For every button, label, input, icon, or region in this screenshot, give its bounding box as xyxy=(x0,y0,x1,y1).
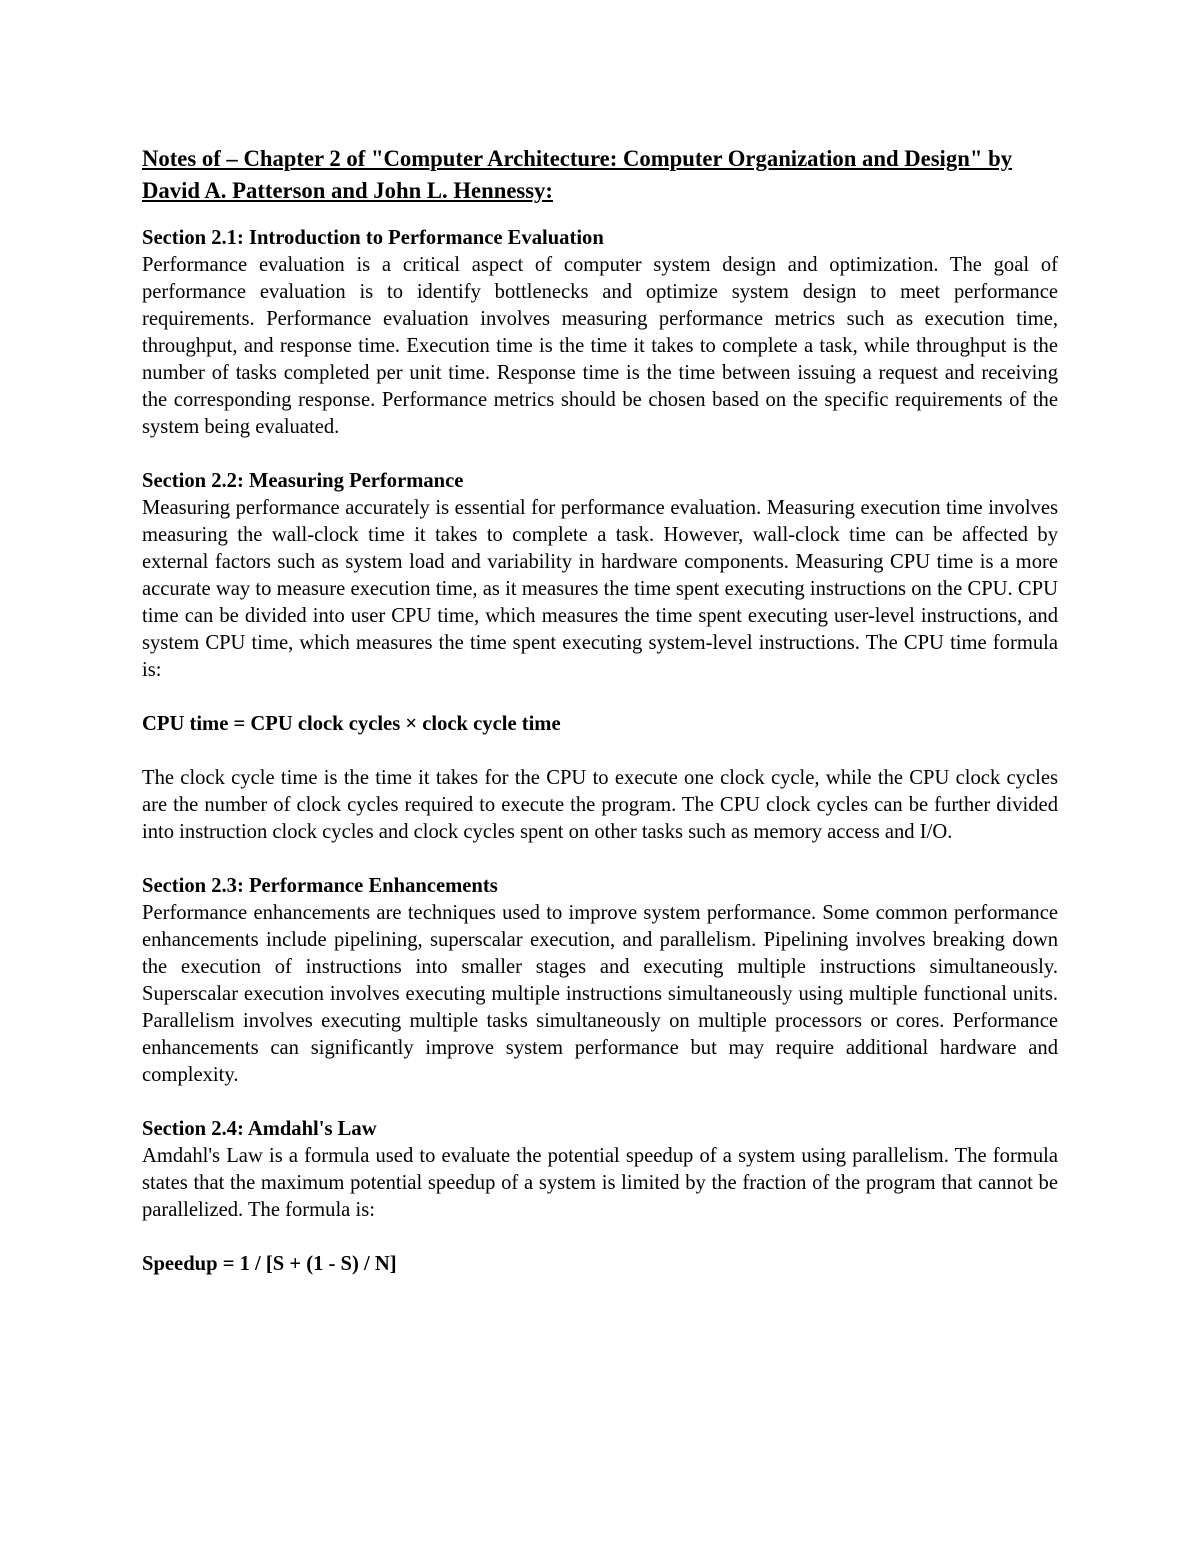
section-heading: Section 2.4: Amdahl's Law xyxy=(142,1118,377,1140)
section-2-3 xyxy=(142,873,1058,1089)
section-2-1 xyxy=(142,225,1058,441)
document-page xyxy=(142,143,1058,1305)
section-paragraph: Performance enhancements are techniques used to improve system performance. Some common performance enhancements include pipelining, superscalar execution, and parallelism. Pipelining involves breaking down the execution of instructions into smaller stages and executing multiple instructions simultaneously. Superscalar execution involves executing multiple instructions simultaneously using multiple functional units. Parallelism involves executing multiple tasks simultaneously on multiple processors or cores. Performance enhancements can significantly improve system performance but may require additional hardware and complexity. xyxy=(142,902,1058,1086)
section-paragraph: Amdahl's Law is a formula used to evaluate the potential speedup of a system using parallelism. The formula states that the maximum potential speedup of a system is limited by the fraction of the program that cannot be parallelized. The formula is: xyxy=(142,1145,1058,1221)
section-paragraph: Measuring performance accurately is essential for performance evaluation. Measuring execution time involves measuring the wall-clock time it takes to complete a task. However, wall-clock time can be affected by external factors such as system load and variability in hardware components. Measuring CPU time is a more accurate way to measure execution time, as it measures the time spent executing instructions on the CPU. CPU time can be divided into user CPU time, which measures the time spent executing user-level instructions, and system CPU time, which measures the time spent executing system-level instructions. The CPU time formula is: xyxy=(142,497,1058,681)
section-heading: Section 2.1: Introduction to Performance Evaluation xyxy=(142,227,604,249)
speedup-formula: Speedup = 1 / [S + (1 - S) / N] xyxy=(142,1253,397,1275)
cpu-time-formula: CPU time = CPU clock cycles × clock cycle time xyxy=(142,713,561,735)
section-heading: Section 2.3: Performance Enhancements xyxy=(142,875,498,897)
section-paragraph-continued: The clock cycle time is the time it takes for the CPU to execute one clock cycle, while the CPU clock cycles are the number of clock cycles required to execute the program. The CPU clock cycles can be further divided into instruction clock cycles and clock cycles spent on other tasks such as memory access and I/O. xyxy=(142,767,1058,843)
section-2-2 xyxy=(142,468,1058,846)
document-title: Notes of – Chapter 2 of "Computer Architecture: Computer Organization and Design" by David A. Patterson and John L. Hennessy: xyxy=(142,146,1013,203)
section-paragraph: Performance evaluation is a critical aspect of computer system design and optimization. The goal of performance evaluation is to identify bottlenecks and optimize system design to meet performance requirements. Performance evaluation involves measuring performance metrics such as execution time, throughput, and response time. Execution time is the time it takes to complete a task, while throughput is the number of tasks completed per unit time. Response time is the time between issuing a request and receiving the corresponding response. Performance metrics should be chosen based on the specific requirements of the system being evaluated. xyxy=(142,254,1058,438)
section-heading: Section 2.2: Measuring Performance xyxy=(142,470,464,492)
section-2-4 xyxy=(142,1116,1058,1278)
